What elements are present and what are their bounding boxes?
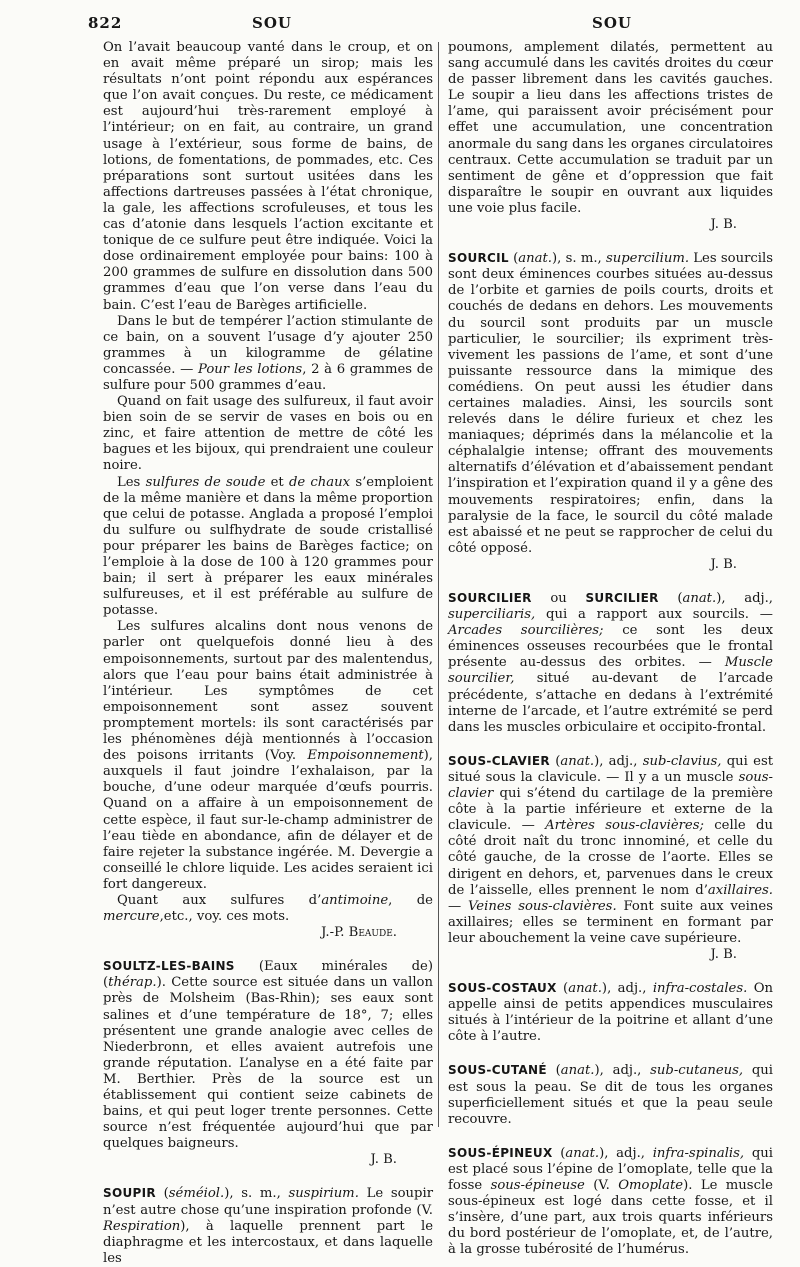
left-column — [103, 40, 433, 1267]
entry-text: SOULTZ-LES-BAINS (Eaux minérales de) (thérap.). Cette source est située dans un vallon près de Molsheim (Bas-Rhin); ses eaux sont salines et d’une température de 18°, 7; elles présentent une grande analogie avec celles de Niederbronn, et elles avaient autrefois une grande réputation. L’analyse en a été faite par M. Berthier. Près de la source est un établissement qui contient seize cabinets de bains, et qui peut loger trente personnes. Cette source n’est fréquentée aujourd’hui que par quelques baigneurs. — [103, 959, 433, 1152]
headword: SOUS-CUTANÉ — [448, 1063, 547, 1078]
signature: J. B. — [710, 556, 737, 572]
page-number: 822 — [88, 14, 123, 32]
paragraph: Dans le but de tempérer l’action stimulante de ce bain, on a souvent l’usage d’y ajouter 250 grammes à un kilogramme de gélatine concassée. — Pour les lotions, 2 à 6 grammes de sulfure pour 500 grammes d’eau. — [103, 313, 433, 393]
signature: J. B. — [710, 946, 737, 962]
headword: SOUS-COSTAUX — [448, 981, 557, 996]
entry-text: SOURCIL (anat.), s. m., supercilium. Les sourcils sont deux éminences courbes situées au-dessus de l’orbite et garnies de poils courts, droits et couchés de dedans en dehors. Les mouvements du sourcil sont produits par un muscle particulier, le sourcilier; ils expriment très-vivement les passions de l’ame, et sont d’une puissante ressource dans la mimique des comédiens. On peut aussi les étudier dans certaines maladies. Ainsi, les sourcils sont relevés dans le délire furieux et chez les maniaques; déprimés dans la mélancolie et la céphalalgie intense; offrant des mouvements alternatifs d’élévation et d’abaissement pendant l’inspiration et l’expiration quand il y a gêne des mouvements respiratoires; enfin, dans la paralysie de la face, le sourcil du côté malade est abaissé et ne peut se rapprocher de celui du côté opposé. — [448, 251, 773, 556]
entry-sourcilier — [448, 590, 773, 736]
paragraph: Les sulfures de soude et de chaux s’emploient de la même manière et dans la même proportion que celui de potasse. Anglada a proposé l’emploi du sulfure ou sulfhydrate de soude cristallisé pour préparer les bains de Barèges factice; on l’emploie à la dose de 100 à 120 grammes pour bain; il sert à préparer les eaux minérales sulfureuses, et il est préférable au sulfure de potasse. — [103, 474, 433, 619]
signature: J. B. — [370, 1152, 397, 1168]
signature: J. B. — [710, 217, 737, 233]
headword: SOURCIL — [448, 251, 509, 266]
entry-soultz-les-bains — [103, 958, 433, 1168]
headword: SOULTZ-LES-BAINS — [103, 959, 235, 974]
right-column — [448, 40, 773, 1258]
entry-sous-costaux — [448, 980, 773, 1045]
headword: SOUPIR — [103, 1186, 156, 1201]
headword: SOUS-ÉPINEUX — [448, 1145, 553, 1160]
paragraph: On l’avait beaucoup vanté dans le croup, et on en avait même préparé un sirop; mais les résultats n’ont point répondu aux espérances que l’on avait conçues. Du reste, ce médicament est aujourd’hui très-rarement employé à l’intérieur; on en fait, au contraire, un grand usage à l’extérieur, sous forme de bains, de lotions, de fomentations, de pommades, etc. Ces préparations sont surtout usitées dans les affections dartreuses passées à l’état chronique, la gale, les affections scrofuleuses, et tous les cas d’atonie dans lesquels l’action excitante et tonique de ce sulfure peut être indiquée. Voici la dose ordinairement employée pour bains: 100 à 200 grammes de sulfure en dissolution dans 500 grammes d’eau que l’on verse dans l’eau du bain. C’est l’eau de Barèges artificielle. — [103, 40, 433, 313]
headword: SURCILIER — [585, 591, 659, 605]
column-rule — [438, 42, 439, 1127]
entry-sous-cutane — [448, 1062, 773, 1127]
paragraph: Les sulfures alcalins dont nous venons de parler ont quelquefois donné lieu à des empoisonnements, surtout par des malentendus, alors que l’eau pour bains était administrée à l’intérieur. Les symptômes de cet empoisonnement sont assez souvent promptement mortels: ils sont caractérisés par les phénomènes déjà mentionnés à l’occasion des poisons irritants (Voy. Empoisonnement), auxquels il faut joindre l’exhalaison, par la bouche, d’une odeur marquée d’œufs pourris. Quand on a affaire à un empoisonnement de cette espèce, il faut sur-le-champ administrer de l’eau tiède en abondance, afin de délayer et de faire rejeter la substance ingérée. M. Devergie a conseillé le chlore liquide. Les acides seraient ici fort dangereux. — [103, 619, 433, 892]
headword: SOURCILIER — [448, 591, 532, 605]
entry-text: SOUS-CUTANÉ (anat.), adj., sub-cutaneus, qui est sous la peau. Se dit de tous les organes superficiellement situés et que la peau seule recouvre. — [448, 1063, 773, 1127]
entry-text: SOUS-COSTAUX (anat.), adj., infra-costales. On appelle ainsi de petits appendices musculaires situés à l’intérieur de la poitrine et allant d’une côte à l’autre. — [448, 981, 774, 1045]
signature: J.-P. Beaude. — [321, 925, 397, 941]
paragraph: poumons, amplement dilatés, permettent au sang accumulé dans les cavités droites du cœur de passer librement dans les cavités gauches. Le soupir a lieu dans les affections tristes de l’ame, qui paraissent avoir précisément pour effet une accumulation, une concentration anormale du sang dans les organes circulatoires centraux. Cette accumulation se traduit par un sentiment de gêne et d’oppression que fait disparaître le soupir en ouvrant aux liquides une voie plus facile. — [448, 40, 773, 216]
entry-text: SOUPIR (séméiol.), s. m., suspirium. Le soupir n’est autre chose qu’une inspiration profonde (V. Respiration), à laquelle prennent part le diaphragme et les intercostaux, et dans laquelle les — [103, 1186, 434, 1266]
entry-sourcil — [448, 250, 773, 573]
paragraph: Quant aux sulfures d’antimoine, de mercure,etc., voy. ces mots. — [103, 892, 433, 925]
entry-soupir — [103, 1185, 433, 1266]
paragraph: Quand on fait usage des sulfureux, il faut avoir bien soin de se servir de vases en bois ou en zinc, et faire attention de mettre de côté les bagues et les bijoux, qui prendraient une couleur noire. — [103, 394, 433, 474]
entry-sous-epineux — [448, 1145, 773, 1259]
entry-text: SOURCILIER ou SURCILIER (anat.), adj., superciliaris, qui a rapport aux sourcils. — Arcades sourcilières; ce sont les deux éminences osseuses recourbées que le frontal présente au-dessus des orbites. — Muscle sourcilier, situé au-devant de l’arcade précédente, s’attache en dedans à l’extrémité interne de l’arcade, et l’autre extrémité se perd dans les muscles orbiculaire et occipito-frontal. — [448, 591, 774, 735]
entry-text: SOUS-CLAVIER (anat.), adj., sub-clavius, qui est situé sous la clavicule. — Il y a un muscle sous-clavier qui s’étend du cartilage de la première côte à la partie inférieure et externe de la clavicule. — Artères sous-clavières; celle du côté droit naît du tronc innominé, et celle du côté gauche, de la crosse de l’aorte. Elles se dirigent en dehors, et, parvenues dans le creux de l’aisselle, elles prennent le nom d’axillaires. — Veines sous-clavières. Font suite aux veines axillaires; elles se terminent en formant par leur abouchement la veine cave supérieure. — [448, 753, 774, 946]
entry-text: SOUS-ÉPINEUX (anat.), adj., infra-spinalis, qui est placé sous l’épine de l’omoplate, telle que la fosse sous-épineuse (V. Omoplate). Le muscle sous-épineux est logé dans cette fosse, et il s’insère, d’une part, aux trois quarts inférieurs du bord postérieur de l’omoplate, et, de l’autre, à la grosse tubérosité de l’humérus. — [448, 1145, 773, 1258]
headword: SOUS-CLAVIER — [448, 753, 550, 768]
running-head-right: SOU — [592, 14, 632, 32]
running-head-left: SOU — [252, 14, 292, 32]
entry-sous-clavier — [448, 753, 773, 963]
